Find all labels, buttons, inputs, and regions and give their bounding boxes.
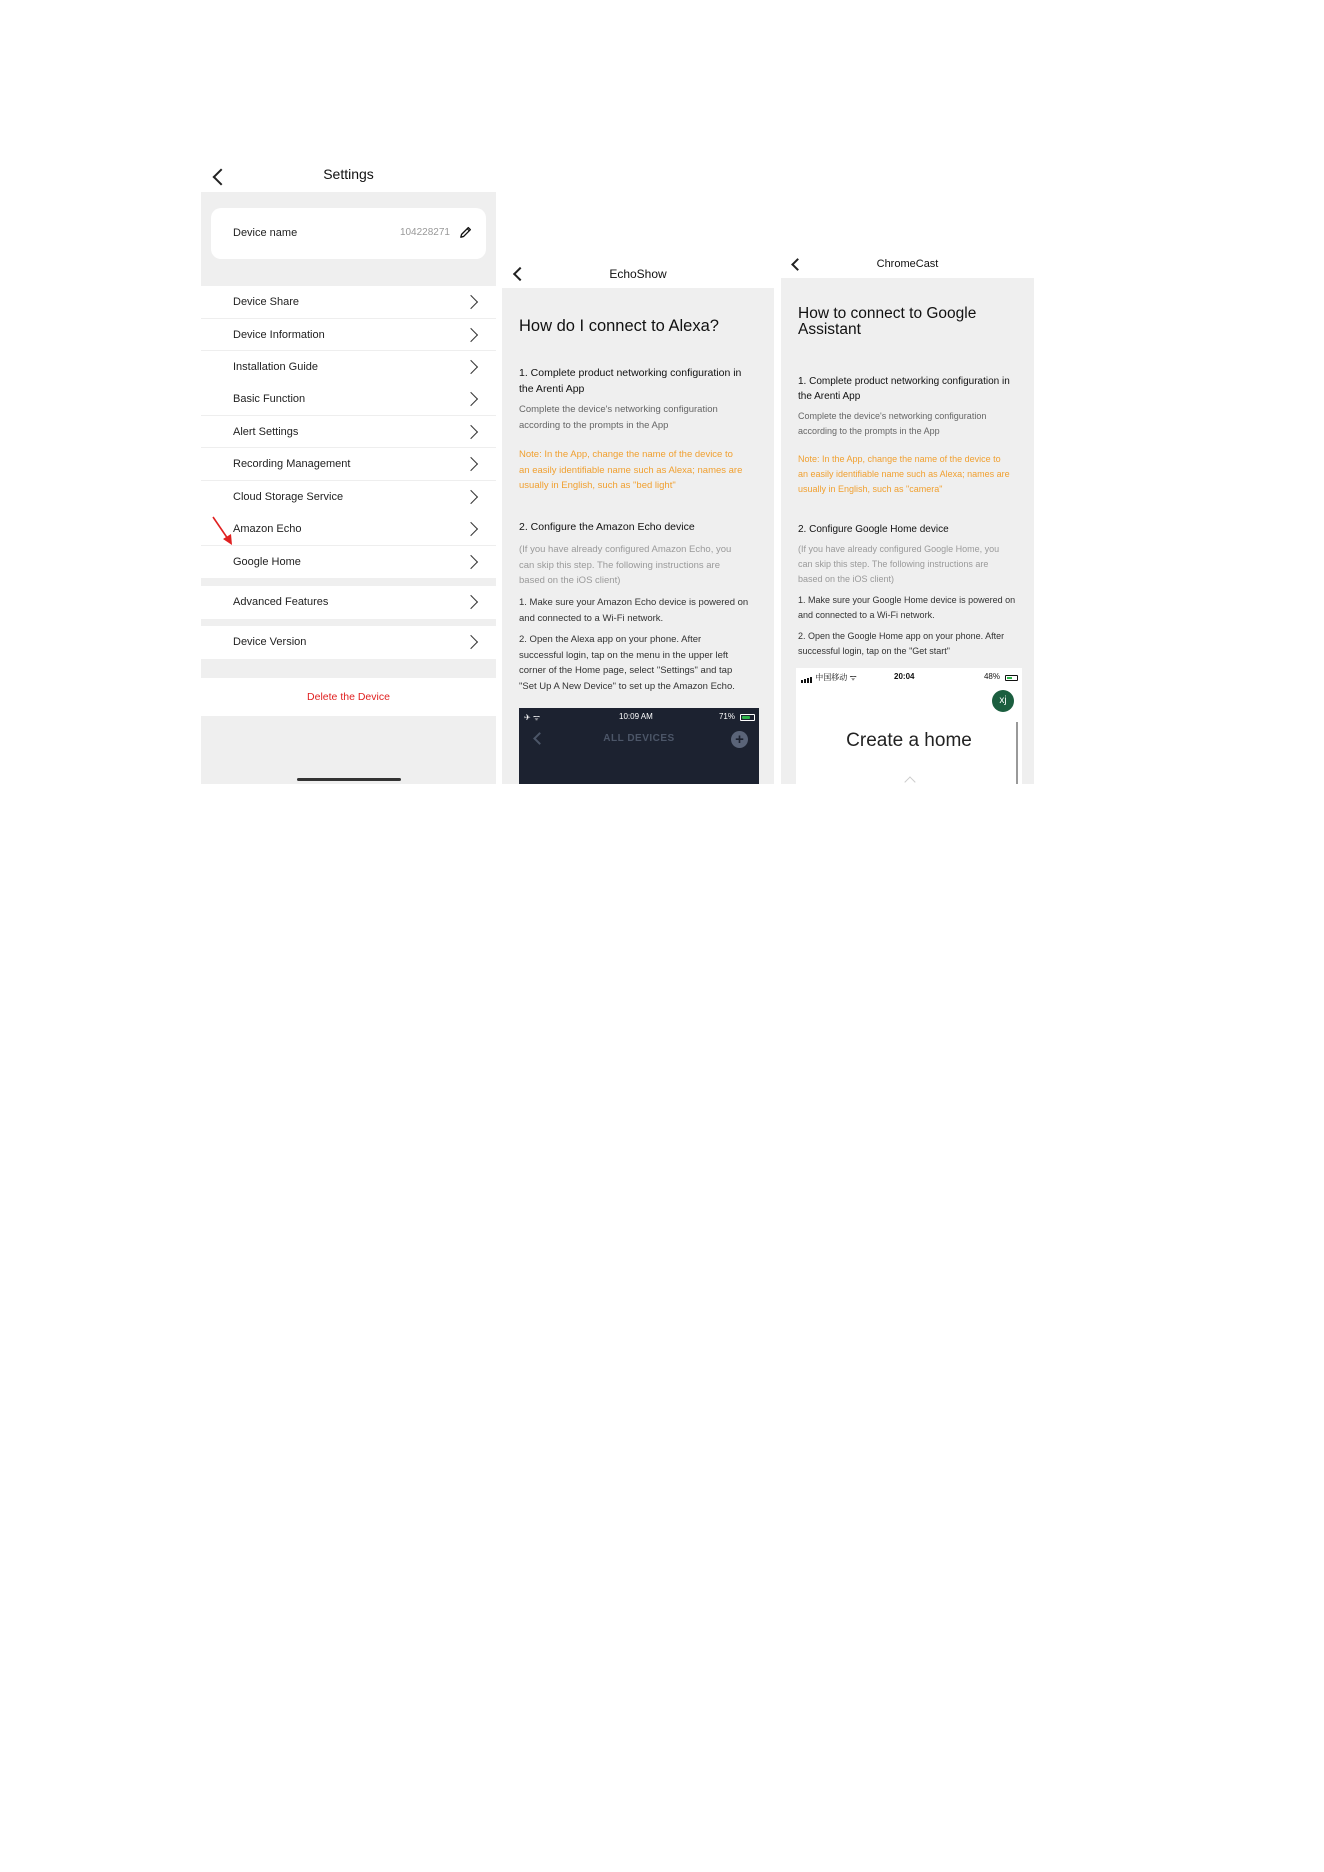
settings-item-label: Recording Management xyxy=(233,458,351,470)
settings-screen xyxy=(201,150,496,784)
chevron-right-icon xyxy=(464,595,478,609)
status-battery-text: 48% xyxy=(983,672,1000,681)
delete-device-label: Delete the Device xyxy=(307,691,390,703)
settings-item-label: Alert Settings xyxy=(233,425,299,438)
chevron-right-icon xyxy=(464,327,478,341)
skip-note-line1: (If you have already configured Google Home, you xyxy=(798,544,1000,554)
device-name-label: Device name xyxy=(233,227,298,239)
chevron-right-icon xyxy=(464,489,478,503)
battery-icon xyxy=(1005,673,1018,682)
chromecast-screen xyxy=(781,250,1034,784)
chromecast-header xyxy=(781,250,1034,278)
note-line3: usually in English, such as "bed light" xyxy=(519,480,676,491)
settings-item-cloud-storage[interactable] xyxy=(201,481,496,514)
guide-heading-line1: How to connect to Google xyxy=(798,305,977,322)
chevron-right-icon xyxy=(464,392,478,406)
red-arrow-annotation-icon xyxy=(211,515,237,547)
house-icon xyxy=(904,776,915,784)
instruction1-line2: and connected to a Wi-Fi network. xyxy=(798,610,935,620)
step1-line2: the Arenti App xyxy=(519,382,585,395)
settings-item-label: Device Information xyxy=(233,328,325,341)
settings-item-label: Device Share xyxy=(233,296,300,308)
step2-title: 2. Configure Google Home device xyxy=(798,524,949,535)
battery-icon xyxy=(740,713,755,722)
chevron-right-icon xyxy=(464,457,478,471)
note-line2: an easily identifiable name such as Alexa; names are xyxy=(798,469,1010,479)
google-home-app-screenshot xyxy=(796,668,1022,784)
alexa-app-screenshot xyxy=(519,708,759,784)
skip-note-line2: can skip this step. The following instructions are xyxy=(519,559,721,571)
instruction2-line4: "Set Up A New Device" to set up the Amazon Echo. xyxy=(519,680,735,692)
settings-group-4 xyxy=(201,586,496,619)
settings-item-google-home[interactable] xyxy=(201,546,496,579)
settings-item-device-version[interactable] xyxy=(201,626,496,659)
all-devices-header: ALL DEVICES xyxy=(603,733,675,744)
step1-line1: 1. Complete product networking configuration in xyxy=(798,376,1010,387)
page-title: Settings xyxy=(323,166,374,182)
wifi-icon: ᯤ xyxy=(849,673,857,682)
step1-line2: the Arenti App xyxy=(798,391,861,402)
note-line1: Note: In the App, change the name of the device to xyxy=(798,454,1001,464)
home-indicator xyxy=(297,778,401,781)
page-title: ChromeCast xyxy=(876,258,939,270)
device-name-row[interactable] xyxy=(211,208,486,259)
settings-item-advanced-features[interactable] xyxy=(201,586,496,619)
step1-desc-line1: Complete the device's networking configuration xyxy=(798,411,987,421)
instruction2-line2: successful login, tap on the "Get start" xyxy=(798,646,950,656)
settings-item-amazon-echo[interactable] xyxy=(201,513,496,546)
settings-item-label: Google Home xyxy=(233,555,301,568)
note-line2: an easily identifiable name such as Alexa; names are xyxy=(519,464,743,476)
create-home-heading: Create a home xyxy=(846,730,972,751)
chevron-right-icon xyxy=(464,424,478,438)
chevron-right-icon xyxy=(464,360,478,374)
step2-title: 2. Configure the Amazon Echo device xyxy=(519,521,695,533)
instruction2-line2: successful login, tap on the menu in the upper left xyxy=(519,649,729,661)
settings-header xyxy=(201,150,496,192)
settings-group-2 xyxy=(201,383,496,513)
settings-group-3 xyxy=(201,513,496,578)
skip-note-line1: (If you have already configured Amazon Echo, you xyxy=(519,544,732,555)
skip-note-line2: can skip this step. The following instructions are xyxy=(798,559,989,569)
page-title: EchoShow xyxy=(609,267,667,281)
pencil-edit-icon[interactable] xyxy=(458,225,473,240)
status-time: 10:09 AM xyxy=(619,712,653,721)
settings-item-label: Device Version xyxy=(233,636,307,648)
settings-group-5 xyxy=(201,626,496,659)
settings-item-basic-function[interactable] xyxy=(201,383,496,416)
instruction1-line2: and connected to a Wi-Fi network. xyxy=(519,612,664,624)
settings-item-label: Basic Function xyxy=(233,393,306,405)
status-battery-text: 71% xyxy=(718,712,735,721)
note-line3: usually in English, such as "camera" xyxy=(798,484,943,494)
echoshow-screen xyxy=(502,258,774,784)
step1-desc-line1: Complete the device's networking configuration xyxy=(519,404,718,415)
status-time: 20:04 xyxy=(894,672,915,681)
plus-icon: + xyxy=(731,731,748,748)
guide-heading: How do I connect to Alexa? xyxy=(519,317,719,335)
settings-item-device-share[interactable] xyxy=(201,286,496,319)
step1-desc-line2: according to the prompts in the App xyxy=(798,426,940,436)
echoshow-header xyxy=(502,258,774,288)
instruction1-line1: 1. Make sure your Amazon Echo device is powered on xyxy=(519,597,749,608)
status-icons: ✈ ᯤ xyxy=(524,713,541,722)
scrollbar xyxy=(1016,722,1018,784)
skip-note-line3: based on the iOS client) xyxy=(798,574,895,584)
skip-note-line3: based on the iOS client) xyxy=(519,575,621,586)
settings-item-label: Cloud Storage Service xyxy=(233,490,344,503)
settings-item-device-information[interactable] xyxy=(201,319,496,352)
chevron-right-icon xyxy=(464,635,478,649)
settings-item-label: Installation Guide xyxy=(233,361,318,373)
chevron-right-icon xyxy=(464,522,478,536)
settings-item-alert-settings[interactable] xyxy=(201,416,496,449)
settings-item-label: Amazon Echo xyxy=(233,523,302,535)
chevron-right-icon xyxy=(464,554,478,568)
settings-item-installation-guide[interactable] xyxy=(201,351,496,384)
instruction2-line3: corner of the Home page, select "Settings" and tap xyxy=(519,665,733,676)
delete-device-button[interactable] xyxy=(201,678,496,716)
status-carrier xyxy=(801,672,857,683)
settings-group-1 xyxy=(201,286,496,384)
step1-line1: 1. Complete product networking configuration in xyxy=(519,367,742,379)
carrier-label: 中国移动 xyxy=(815,673,848,682)
settings-item-recording-management[interactable] xyxy=(201,448,496,481)
signal-icon xyxy=(801,674,813,683)
instruction2-line1: 2. Open the Google Home app on your phone. After xyxy=(798,631,1005,641)
instruction2-line1: 2. Open the Alexa app on your phone. After xyxy=(519,634,702,645)
note-line1: Note: In the App, change the name of the device to xyxy=(519,449,733,460)
instruction1-line1: 1. Make sure your Google Home device is powered on xyxy=(798,595,1016,605)
settings-item-label: Advanced Features xyxy=(233,596,329,608)
guide-heading-line2: Assistant xyxy=(798,321,861,338)
step1-desc-line2: according to the prompts in the App xyxy=(519,419,669,431)
device-name-value: 104228271 xyxy=(399,227,450,238)
chevron-right-icon xyxy=(464,295,478,309)
avatar: xj xyxy=(992,690,1014,712)
